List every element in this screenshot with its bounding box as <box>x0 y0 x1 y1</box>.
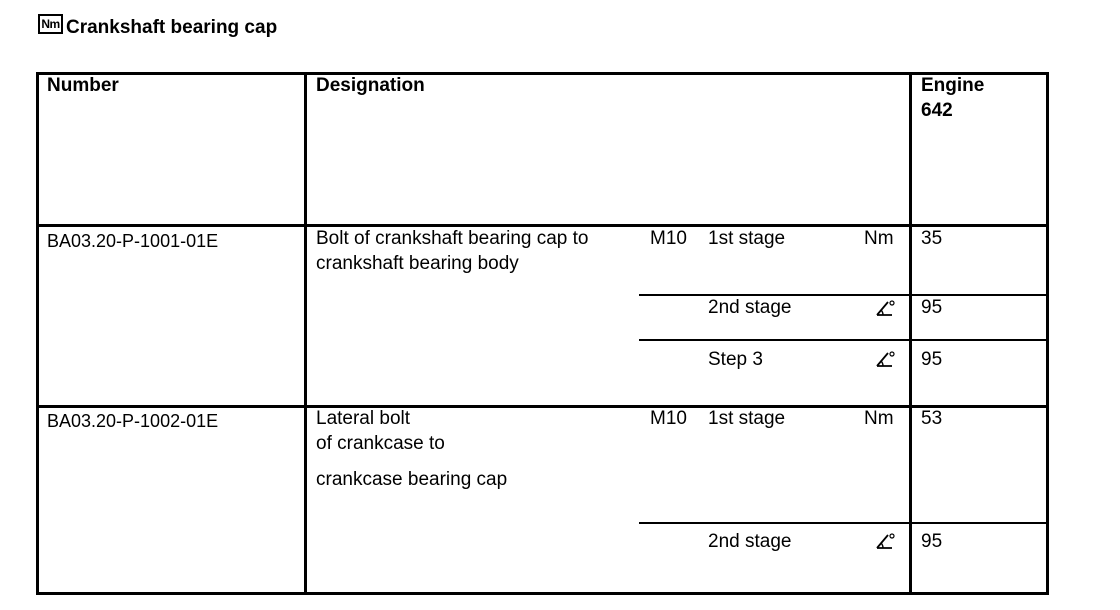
row-designation: crankshaft bearing body <box>316 253 519 274</box>
row-thread: M10 <box>650 228 687 249</box>
stage-value: 95 <box>921 297 943 318</box>
stage-value: 53 <box>921 408 943 429</box>
stage-value: 95 <box>921 531 943 552</box>
column-divider-number <box>304 72 307 595</box>
row-designation: of crankcase to <box>316 433 445 454</box>
stage-divider <box>639 294 1049 296</box>
angle-icon <box>875 532 895 550</box>
stage-divider <box>639 522 1049 524</box>
column-divider-engine <box>909 72 912 595</box>
stage-unit: Nm <box>864 228 894 249</box>
angle-icon <box>875 350 895 368</box>
row-designation: crankcase bearing cap <box>316 469 508 490</box>
stage-label: 1st stage <box>708 408 786 429</box>
stage-value: 95 <box>921 349 943 370</box>
page-title <box>38 14 278 38</box>
stage-label: Step 3 <box>708 349 763 370</box>
row-number: BA03.20-P-1002-01E <box>47 411 219 431</box>
row-designation: Bolt of crankshaft bearing cap to <box>316 228 589 249</box>
stage-label: 1st stage <box>708 228 786 249</box>
stage-label: 2nd stage <box>708 531 792 552</box>
stage-label: 2nd stage <box>708 297 792 318</box>
row-thread: M10 <box>650 408 687 429</box>
header-designation: Designation <box>316 75 425 96</box>
header-number: Number <box>47 75 119 96</box>
torque-table <box>36 72 1049 595</box>
row-number: BA03.20-P-1001-01E <box>47 231 219 251</box>
stage-unit: Nm <box>864 408 894 429</box>
torque-nm-icon: Nm <box>38 14 63 34</box>
angle-icon <box>875 299 895 317</box>
title-text: Crankshaft bearing cap <box>66 17 278 38</box>
row-divider-row1 <box>36 405 1049 408</box>
stage-value: 35 <box>921 228 943 249</box>
header-engine: Engine <box>921 75 985 96</box>
row-designation: Lateral bolt <box>316 408 411 429</box>
header-engine-number: 642 <box>921 100 953 121</box>
stage-divider <box>639 339 1049 341</box>
